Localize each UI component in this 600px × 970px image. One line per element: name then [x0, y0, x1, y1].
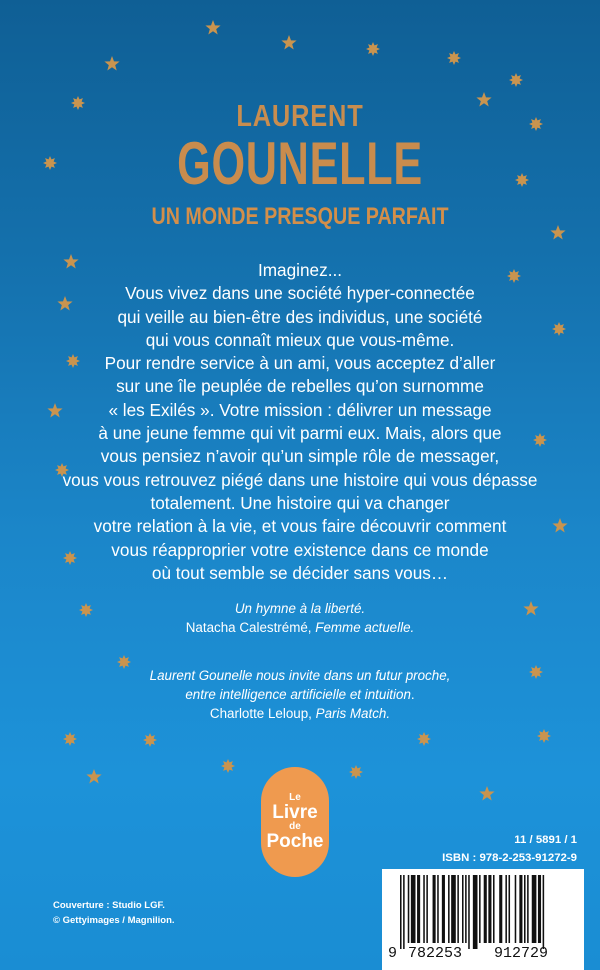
blurb-line: vous vous retrouvez piégé dans une histoire qui vous dépasse — [62, 469, 538, 490]
barcode-bar — [468, 875, 470, 949]
star-icon — [86, 769, 101, 784]
blurb-line: votre relation à la vie, et vous faire découvrir comment — [93, 516, 507, 537]
barcode-bar — [457, 875, 459, 943]
barcode-digit-lead: 9 — [388, 945, 398, 962]
logo-poche: Poche — [266, 831, 324, 852]
star-icon — [447, 51, 461, 65]
quote-source: Femme actuelle. — [315, 620, 415, 635]
blurb-line: Vous vivez dans une société hyper-connectée — [125, 283, 475, 304]
barcode-bar — [408, 875, 410, 943]
barcode-bar — [499, 875, 502, 943]
star-icon — [537, 729, 551, 743]
barcode-bar — [403, 875, 405, 949]
barcode-bar — [448, 875, 450, 943]
blurb-line: Pour rendre service à un ami, vous acceptez d’aller — [104, 353, 496, 374]
quote-critic: Natacha Calestrémé, — [185, 620, 312, 635]
book-title: UN MONDE PRESQUE PARFAIT — [151, 203, 449, 230]
barcode-bar — [479, 875, 481, 943]
author-last-name: GOUNELLE — [177, 130, 423, 197]
star-icon — [104, 56, 119, 71]
credit-line: © Gettyimages / Magnilion. — [53, 915, 175, 926]
blurb-line: qui vous connaît mieux que vous-même. — [145, 329, 455, 350]
blurb-line: totalement. Une histoire qui va changer — [150, 492, 450, 513]
credit-line: Couverture : Studio LGF. — [53, 900, 165, 911]
star-icon — [550, 225, 565, 240]
blurb — [40, 259, 560, 585]
quote-text — [40, 685, 560, 704]
barcode-bars — [382, 869, 584, 949]
press-quote-2 — [40, 666, 560, 723]
barcode-digit-group: 912729 — [494, 945, 549, 962]
livre-de-poche-logo — [261, 767, 329, 877]
blurb-line: vous pensiez n’avoir qu’un simple rôle de messager, — [100, 446, 500, 467]
star-icon — [63, 732, 77, 746]
press-quote-1 — [40, 599, 560, 637]
barcode-bar — [417, 875, 420, 943]
star-icon — [43, 156, 57, 170]
barcode-bar — [527, 875, 529, 943]
quote-text: Laurent Gounelle nous invite dans un futur proche, — [149, 668, 451, 683]
barcode-bar — [426, 875, 428, 943]
star-icon — [479, 786, 494, 801]
barcode-bar — [484, 875, 487, 943]
publishing-info — [442, 831, 577, 867]
quote-source: Paris Match. — [315, 706, 391, 721]
quote-text-part: entre intelligence artificielle et intuition — [185, 687, 411, 702]
cover-credits — [53, 898, 175, 928]
quote-critic: Charlotte Leloup, — [209, 706, 312, 721]
star-icon — [515, 173, 529, 187]
blurb-line: « les Exilés ». Votre mission : délivrer un message — [108, 399, 492, 420]
star-icon — [417, 732, 431, 746]
barcode-bar — [423, 875, 425, 943]
barcode-bar — [532, 875, 537, 943]
barcode-bar — [524, 875, 526, 943]
barcode-bar — [437, 875, 439, 943]
barcode-bar — [411, 875, 416, 943]
quote-attribution — [40, 704, 560, 723]
logo-le: Le — [289, 792, 301, 803]
barcode — [382, 869, 584, 970]
star-icon — [143, 733, 157, 747]
blurb-line: Imaginez... — [257, 260, 343, 280]
barcode-bar — [488, 875, 491, 943]
star-icon — [509, 73, 523, 87]
star-icon — [221, 759, 235, 773]
star-icon — [205, 20, 220, 35]
barcode-bar — [493, 875, 495, 943]
barcode-bar — [509, 875, 511, 943]
barcode-bar — [515, 875, 517, 943]
star-icon — [349, 765, 363, 779]
quote-attribution — [40, 618, 560, 637]
quote-text-end: . — [410, 687, 415, 702]
barcode-bar — [465, 875, 467, 943]
blurb-line: à une jeune femme qui vit parmi eux. Mais, alors que — [98, 423, 502, 444]
blurb-line: sur une île peuplée de rebelles qu’on surnomme — [116, 376, 484, 397]
catalog-number: 11 / 5891 / 1 — [514, 834, 577, 846]
barcode-digit-group: 782253 — [408, 945, 463, 962]
blurb-line: vous réapproprier votre existence dans ce monde — [111, 539, 489, 560]
blurb-line: qui veille au bien-être des individus, une société — [117, 306, 483, 327]
logo-livre: Livre — [272, 802, 318, 823]
blurb-line: où tout semble se décider sans vous… — [151, 562, 449, 583]
barcode-bar — [473, 875, 478, 949]
barcode-bar — [462, 875, 464, 943]
star-icon — [281, 35, 296, 50]
barcode-bar — [400, 875, 402, 949]
author-first-name: LAURENT — [236, 98, 364, 133]
barcode-bar — [433, 875, 436, 943]
logo-de: de — [289, 821, 301, 832]
barcode-bar — [538, 875, 541, 943]
star-icon — [366, 42, 380, 56]
barcode-bar — [543, 875, 545, 949]
barcode-bar — [519, 875, 522, 943]
barcode-bar — [442, 875, 445, 943]
isbn-number: ISBN : 978-2-253-91272-9 — [442, 852, 577, 864]
barcode-bar — [451, 875, 456, 943]
quote-text: Un hymne à la liberté. — [234, 601, 366, 616]
barcode-bar — [505, 875, 507, 943]
